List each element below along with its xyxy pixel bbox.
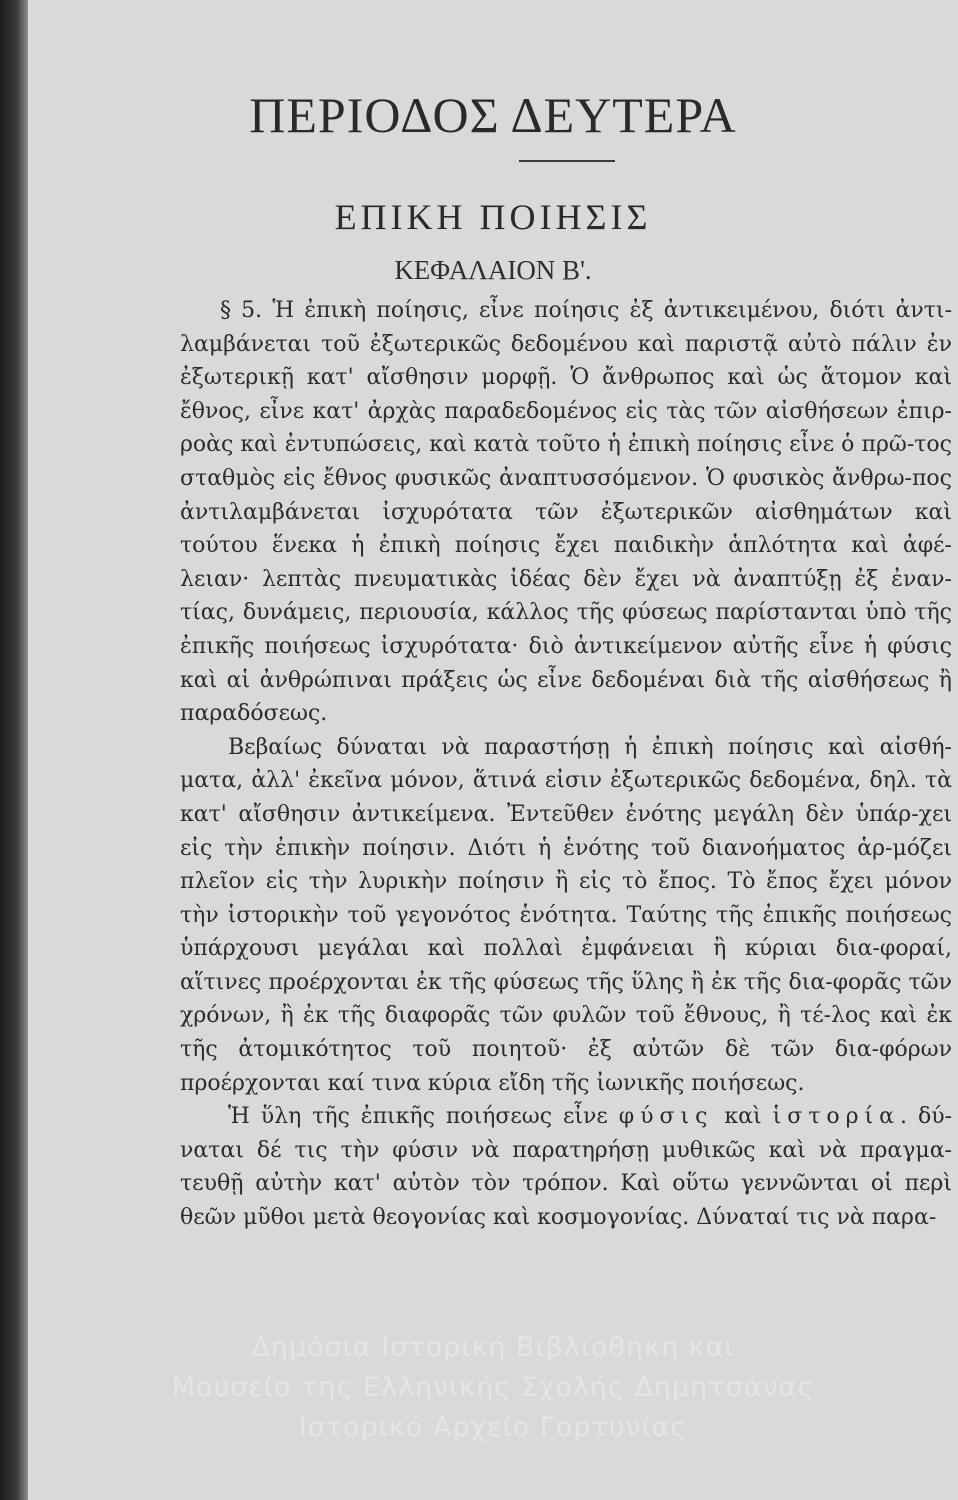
- paragraph-2: Βεβαίως δύναται νὰ παραστήσῃ ἡ ἐπικὴ ποίησις καὶ αἰσθή-ματα, ἀλλ' ἐκεῖνα μόνον, ἅτινά εἰσιν ἐξωτερικῶς δεδομένα, δηλ. τὰ κατ' αἴσθησιν ἀντικείμενα. Ἐντεῦθεν ἑνότης μεγάλη δὲν ὑπάρ-χει εἰς τὴν ἐπικὴν ποίησιν. Διότι ἡ ἑνότης τοῦ διανοήματος ἁρ-μόζει πλεῖον εἰς τὴν λυρικὴν ποίησιν ἢ εἰς τὸ ἔπος. Τὸ ἔπος ἔχει μόνον τὴν ἱστορικὴν τοῦ γεγονότος ἑνότητα. Ταύτης τῆς ἐπικῆς ποιήσεως ὑπάρχουσι μεγάλαι καὶ πολλαὶ ἐμφάνειαι ἢ κύριαι δια-φοραί, αἵτινες προέρχονται ἐκ τῆς φύσεως τῆς ὕλης ἢ ἐκ τῆς δια-φορᾶς τῶν χρόνων, ἢ ἐκ τῆς διαφορᾶς τῶν φυλῶν τοῦ ἔθνους, ἢ τέ-λος καὶ ἐκ τῆς ἀτομικότητος τοῦ ποιητοῦ· ἐξ αὐτῶν δὲ τῶν δια-φόρων προέρχονται καί τινα κύρια εἴδη τῆς ἰωνικῆς ποιήσεως.: [180, 734, 952, 1096]
- spaced-word-physis: φύσις: [618, 1104, 714, 1130]
- scan-binding-edge: [0, 0, 28, 1500]
- paragraph-1: § 5. Ἡ ἐπικὴ ποίησις, εἶνε ποίησις ἐξ ἀντικειμένου, διότι ἀντι-λαμβάνεται τοῦ ἐξωτερικῶς δεδομένου καὶ παριστᾷ αὐτὸ πάλιν ἐν ἐξωτερικῇ κατ' αἴσθησιν μορφῇ. Ὁ ἄνθρωπος καὶ ὡς ἄτομον καὶ ἔθνος, εἶνε κατ' ἀρχὰς παραδεδομένος εἰς τὰς τῶν αἰσθήσεων ἐπιρ-ροὰς καὶ ἐντυπώσεις, καὶ κατὰ τοῦτο ἡ ἐπικὴ ποίησις εἶνε ὁ πρῶ-τος σταθμὸς εἰς ἔθνος φυσικῶς ἀναπτυσσόμενον. Ὁ φυσικὸς ἄνθρω-πος ἀντιλαμβάνεται ἰσχυρότατα τῶν ἐξωτερικῶν αἰσθημάτων καὶ τούτου ἕνεκα ἡ ἐπικὴ ποίησις ἔχει παιδικὴν ἁπλότητα καὶ ἀφέ-λειαν· λεπτὰς πνευματικὰς ἰδέας δὲν ἔχει νὰ ἀναπτύξῃ ἐξ ἐναν-τίας, δυνάμεις, περιουσία, κάλλος τῆς φύσεως παρίστανται ὑπὸ τῆς ἐπικῆς ποιήσεως ἰσχυρότατα· διὸ ἀντικείμενον αὐτῆς εἶνε ἡ φύσις καὶ αἱ ἀνθρώπιναι πράξεις ὡς εἶνε δεδομέναι διὰ τῆς αἰσθήσεως ἢ παραδόσεως.: [180, 298, 952, 727]
- chapter-title: ΚΕΦΑΛΑΙΟΝ Β'.: [394, 255, 592, 285]
- watermark-line-3: Ιστορικό Αρχείο Γορτυνίας: [298, 1412, 688, 1443]
- body-text: [180, 294, 952, 1235]
- book-page: [28, 0, 958, 1500]
- title-divider: [519, 160, 615, 162]
- part-title: ΠΕΡΙΟΔΟΣ ΔΕΥΤΕΡΑ: [249, 87, 737, 143]
- paragraph-3-start: Ἡ ὕλη τῆς ἐπικῆς ποιήσεως εἶνε: [228, 1104, 608, 1130]
- paragraph-3: [180, 1100, 952, 1234]
- spaced-word-historia: ἱστορία: [772, 1104, 901, 1130]
- section-title: ΕΠΙΚΗ ΠΟΙΗΣΙΣ: [334, 197, 652, 237]
- watermark-line-2: Μουσείο της Ελληνικής Σχολής Δημητσάνας: [171, 1372, 815, 1403]
- paragraph-3-and: καὶ: [724, 1104, 762, 1130]
- watermark-line-1: Δημόσια Ιστορική Βιβλιοθήκη και: [251, 1332, 735, 1363]
- paragraph-3-end: . δύ-ναται δέ τις τὴν φύσιν νὰ παρατηρήσῃ μυθικῶς καὶ νὰ πραγμα-τευθῇ αὐτὴν κατ' αὐτὸν τὸν τρόπον. Καὶ οὕτω γεννῶνται οἱ περὶ θεῶν μῦθοι μετὰ θεογονίας καὶ κοσμογονίας. Δύναταί τις νὰ παρα-: [180, 1104, 953, 1231]
- library-watermark: [28, 1328, 958, 1448]
